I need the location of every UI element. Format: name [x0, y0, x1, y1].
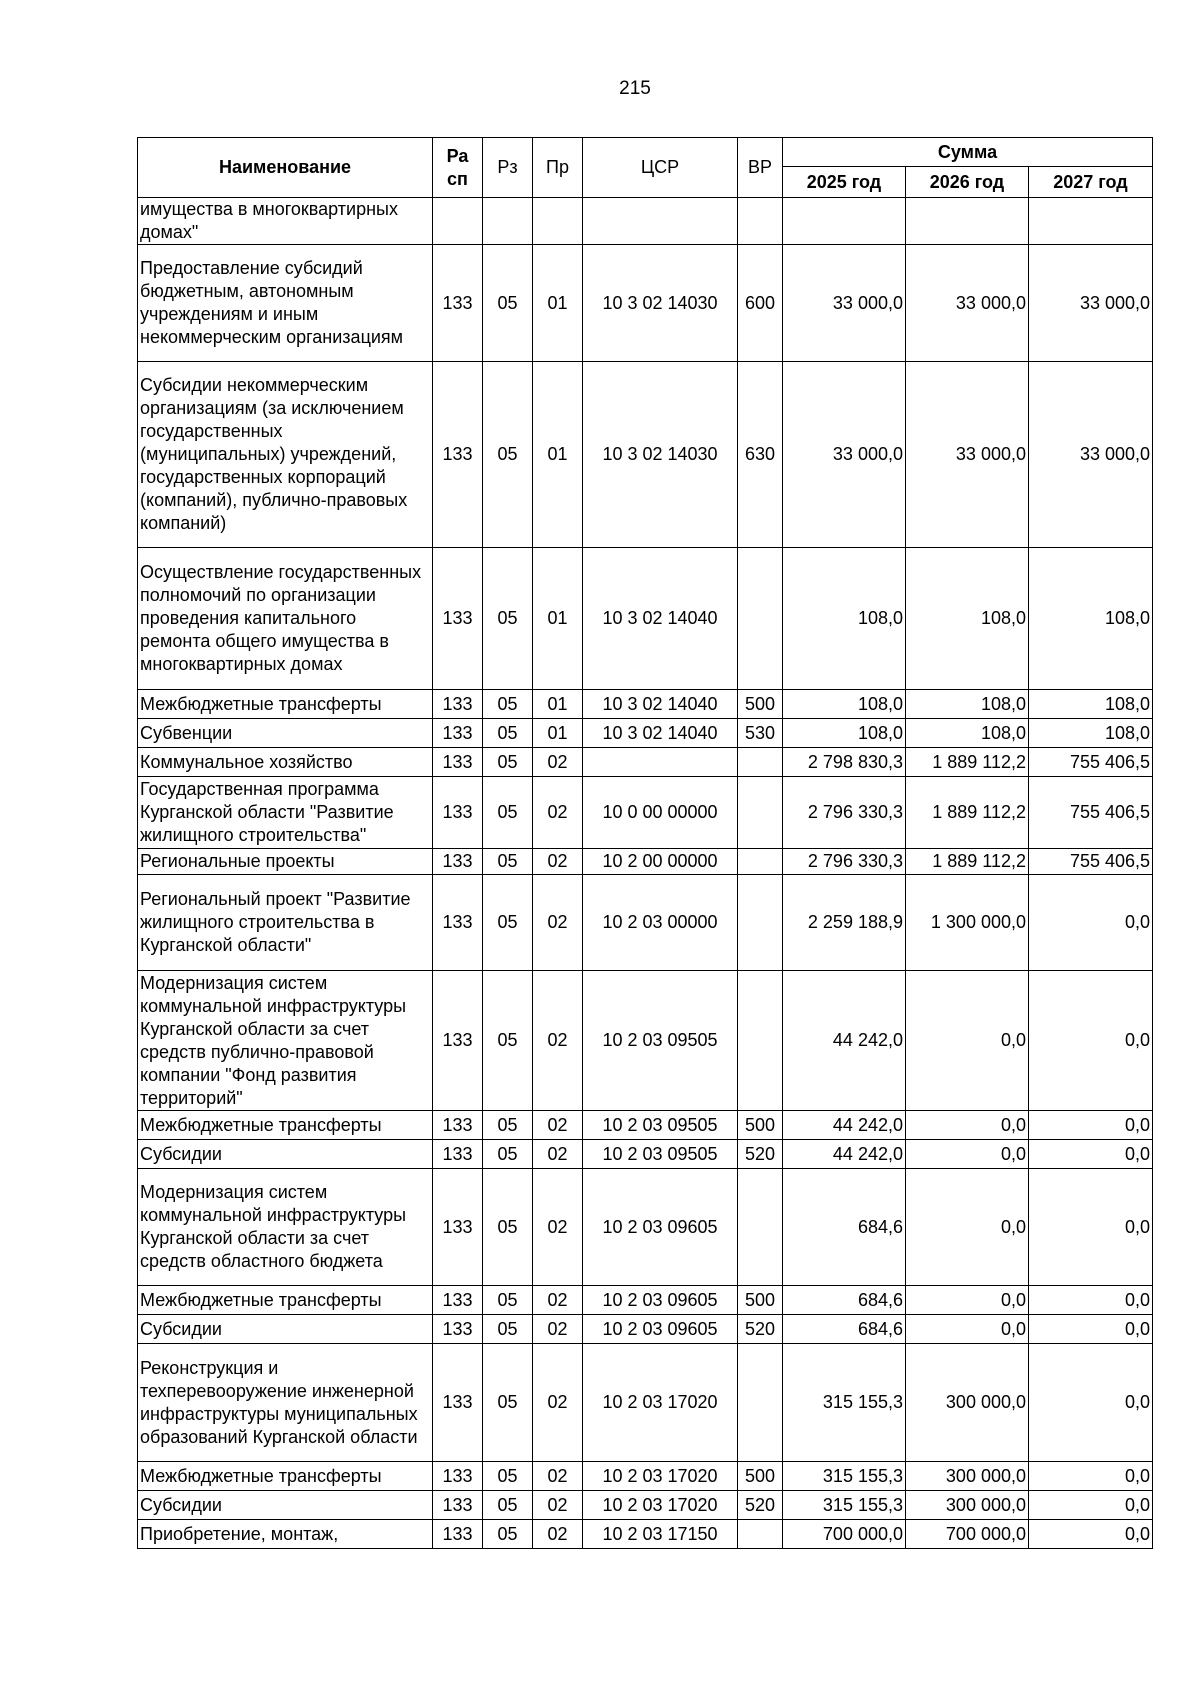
- cell-rasp: 133: [433, 971, 483, 1111]
- cell-sum-2025: 2 798 830,3: [783, 748, 906, 777]
- cell-csr: [583, 748, 738, 777]
- table-row: [138, 1169, 1153, 1286]
- cell-rz: 05: [483, 1286, 533, 1315]
- table-row: [138, 1111, 1153, 1140]
- cell-name: Субсидии: [138, 1315, 433, 1344]
- cell-pr: 02: [533, 1491, 583, 1520]
- cell-rasp: 133: [433, 1520, 483, 1549]
- cell-pr: 02: [533, 1169, 583, 1286]
- cell-sum-2027: [1029, 198, 1153, 245]
- cell-csr: 10 2 03 09605: [583, 1169, 738, 1286]
- cell-sum-2026: 1 889 112,2: [906, 748, 1029, 777]
- cell-pr: 02: [533, 748, 583, 777]
- cell-name: Предоставление субсидий бюджетным, автономным учреждениям и иным некоммерческим организациям: [138, 245, 433, 362]
- cell-rasp: 133: [433, 1462, 483, 1491]
- cell-csr: 10 2 03 17150: [583, 1520, 738, 1549]
- cell-rasp: 133: [433, 1491, 483, 1520]
- cell-sum-2025: 2 796 330,3: [783, 777, 906, 849]
- cell-rz: 05: [483, 245, 533, 362]
- cell-sum-2025: 33 000,0: [783, 245, 906, 362]
- cell-csr: 10 3 02 14040: [583, 719, 738, 748]
- cell-rasp: 133: [433, 1286, 483, 1315]
- table-row: [138, 1462, 1153, 1491]
- cell-pr: 02: [533, 1344, 583, 1462]
- cell-sum-2027: 0,0: [1029, 875, 1153, 971]
- cell-pr: 01: [533, 548, 583, 690]
- cell-name: Модернизация систем коммунальной инфраструктуры Курганской области за счет средств областного бюджета: [138, 1169, 433, 1286]
- cell-rasp: 133: [433, 245, 483, 362]
- cell-sum-2025: 684,6: [783, 1315, 906, 1344]
- cell-csr: 10 2 03 00000: [583, 875, 738, 971]
- cell-vr: 600: [738, 245, 783, 362]
- cell-sum-2025: 44 242,0: [783, 1140, 906, 1169]
- header-rasp-line1: Ра: [446, 145, 469, 166]
- cell-sum-2025: 2 796 330,3: [783, 849, 906, 875]
- cell-csr: 10 3 02 14040: [583, 690, 738, 719]
- cell-sum-2026: 108,0: [906, 719, 1029, 748]
- table-row: [138, 245, 1153, 362]
- cell-name: Межбюджетные трансферты: [138, 1286, 433, 1315]
- cell-vr: 500: [738, 690, 783, 719]
- table-row: [138, 1315, 1153, 1344]
- cell-sum-2026: 0,0: [906, 1111, 1029, 1140]
- cell-csr: 10 2 03 09505: [583, 1140, 738, 1169]
- table-row: [138, 1344, 1153, 1462]
- cell-pr: 01: [533, 245, 583, 362]
- cell-rz: 05: [483, 1111, 533, 1140]
- cell-rasp: 133: [433, 1315, 483, 1344]
- cell-name: Межбюджетные трансферты: [138, 1462, 433, 1491]
- cell-name: Коммунальное хозяйство: [138, 748, 433, 777]
- cell-vr: 520: [738, 1140, 783, 1169]
- table-row: [138, 1520, 1153, 1549]
- cell-sum-2026: 33 000,0: [906, 245, 1029, 362]
- cell-name: Государственная программа Курганской области "Развитие жилищного строительства": [138, 777, 433, 849]
- cell-name: Региональный проект "Развитие жилищного строительства в Курганской области": [138, 875, 433, 971]
- cell-vr: [738, 1344, 783, 1462]
- cell-sum-2026: 700 000,0: [906, 1520, 1029, 1549]
- header-year-2025: 2025 год: [783, 167, 906, 198]
- cell-rz: 05: [483, 849, 533, 875]
- cell-csr: 10 2 03 09505: [583, 1111, 738, 1140]
- cell-sum-2025: [783, 198, 906, 245]
- cell-sum-2025: 315 155,3: [783, 1344, 906, 1462]
- table-row: [138, 777, 1153, 849]
- cell-rz: 05: [483, 1315, 533, 1344]
- cell-name: Региональные проекты: [138, 849, 433, 875]
- cell-rasp: 133: [433, 777, 483, 849]
- cell-pr: 02: [533, 849, 583, 875]
- header-rasp: [433, 138, 483, 198]
- cell-vr: [738, 849, 783, 875]
- cell-sum-2027: 0,0: [1029, 1344, 1153, 1462]
- cell-vr: [738, 1520, 783, 1549]
- table-header: [138, 138, 1153, 198]
- cell-rasp: 133: [433, 875, 483, 971]
- cell-pr: 02: [533, 971, 583, 1111]
- header-vr: ВР: [738, 138, 783, 198]
- cell-csr: 10 3 02 14040: [583, 548, 738, 690]
- cell-vr: [738, 198, 783, 245]
- budget-table: [137, 137, 1153, 1549]
- cell-sum-2026: 108,0: [906, 690, 1029, 719]
- cell-sum-2025: 684,6: [783, 1286, 906, 1315]
- cell-name: Субсидии: [138, 1491, 433, 1520]
- cell-sum-2027: 755 406,5: [1029, 849, 1153, 875]
- page-number: 215: [619, 78, 651, 99]
- cell-sum-2027: 108,0: [1029, 548, 1153, 690]
- table-row: [138, 971, 1153, 1111]
- cell-vr: 500: [738, 1111, 783, 1140]
- cell-csr: 10 3 02 14030: [583, 245, 738, 362]
- cell-rasp: 133: [433, 719, 483, 748]
- header-year-2027: 2027 год: [1029, 167, 1153, 198]
- cell-rz: 05: [483, 1491, 533, 1520]
- cell-csr: 10 2 03 17020: [583, 1491, 738, 1520]
- table-row: [138, 849, 1153, 875]
- cell-rasp: 133: [433, 748, 483, 777]
- cell-sum-2026: 0,0: [906, 1315, 1029, 1344]
- table-row: [138, 1286, 1153, 1315]
- cell-vr: 520: [738, 1315, 783, 1344]
- cell-pr: 02: [533, 1462, 583, 1491]
- cell-sum-2025: 2 259 188,9: [783, 875, 906, 971]
- cell-csr: 10 2 03 09505: [583, 971, 738, 1111]
- cell-vr: [738, 875, 783, 971]
- cell-sum-2026: 1 889 112,2: [906, 849, 1029, 875]
- cell-sum-2026: 0,0: [906, 1140, 1029, 1169]
- cell-rasp: 133: [433, 1169, 483, 1286]
- table-row: [138, 719, 1153, 748]
- cell-pr: 02: [533, 875, 583, 971]
- table-row: [138, 362, 1153, 548]
- cell-sum-2025: 108,0: [783, 719, 906, 748]
- cell-sum-2026: 300 000,0: [906, 1462, 1029, 1491]
- cell-sum-2025: 684,6: [783, 1169, 906, 1286]
- cell-name: Субсидии: [138, 1140, 433, 1169]
- cell-sum-2027: 108,0: [1029, 719, 1153, 748]
- cell-csr: [583, 198, 738, 245]
- cell-vr: [738, 548, 783, 690]
- cell-name: Реконструкция и техперевооружение инженерной инфраструктуры муниципальных образований Курганской области: [138, 1344, 433, 1462]
- cell-sum-2027: 33 000,0: [1029, 362, 1153, 548]
- table-row: [138, 1491, 1153, 1520]
- cell-pr: 01: [533, 719, 583, 748]
- cell-csr: 10 2 03 09605: [583, 1286, 738, 1315]
- cell-vr: 630: [738, 362, 783, 548]
- header-rasp-line2: сп: [447, 168, 468, 189]
- table-row: [138, 875, 1153, 971]
- cell-sum-2026: 300 000,0: [906, 1344, 1029, 1462]
- cell-sum-2025: 108,0: [783, 690, 906, 719]
- cell-vr: 500: [738, 1462, 783, 1491]
- cell-rz: 05: [483, 1344, 533, 1462]
- cell-sum-2027: 0,0: [1029, 1491, 1153, 1520]
- header-rz: Рз: [483, 138, 533, 198]
- cell-rz: 05: [483, 1462, 533, 1491]
- cell-name: имущества в многоквартирных домах": [138, 198, 433, 245]
- cell-sum-2025: 44 242,0: [783, 1111, 906, 1140]
- cell-sum-2025: 700 000,0: [783, 1520, 906, 1549]
- cell-rasp: [433, 198, 483, 245]
- cell-sum-2027: 0,0: [1029, 1315, 1153, 1344]
- cell-rz: 05: [483, 719, 533, 748]
- cell-vr: 530: [738, 719, 783, 748]
- table-row: [138, 548, 1153, 690]
- cell-name: Субсидии некоммерческим организациям (за исключением государственных (муниципальных) учреждений, государственных корпораций (компаний), публично-правовых компаний): [138, 362, 433, 548]
- header-year-2026: 2026 год: [906, 167, 1029, 198]
- cell-rz: 05: [483, 748, 533, 777]
- cell-rasp: 133: [433, 1140, 483, 1169]
- cell-name: Межбюджетные трансферты: [138, 1111, 433, 1140]
- cell-rasp: 133: [433, 690, 483, 719]
- cell-rz: [483, 198, 533, 245]
- cell-rz: 05: [483, 875, 533, 971]
- cell-csr: 10 2 00 00000: [583, 849, 738, 875]
- cell-vr: 520: [738, 1491, 783, 1520]
- cell-rasp: 133: [433, 1111, 483, 1140]
- cell-csr: 10 2 03 09605: [583, 1315, 738, 1344]
- cell-sum-2027: 0,0: [1029, 1462, 1153, 1491]
- cell-sum-2026: 33 000,0: [906, 362, 1029, 548]
- cell-sum-2027: 0,0: [1029, 1520, 1153, 1549]
- cell-rasp: 133: [433, 548, 483, 690]
- cell-vr: [738, 748, 783, 777]
- cell-pr: 01: [533, 362, 583, 548]
- cell-vr: 500: [738, 1286, 783, 1315]
- cell-rz: 05: [483, 1169, 533, 1286]
- cell-sum-2026: 300 000,0: [906, 1491, 1029, 1520]
- cell-rasp: 133: [433, 849, 483, 875]
- cell-sum-2027: 0,0: [1029, 1140, 1153, 1169]
- header-pr: Пр: [533, 138, 583, 198]
- cell-sum-2025: 315 155,3: [783, 1462, 906, 1491]
- cell-csr: 10 0 00 00000: [583, 777, 738, 849]
- cell-sum-2027: 0,0: [1029, 971, 1153, 1111]
- cell-vr: [738, 971, 783, 1111]
- cell-sum-2027: 0,0: [1029, 1169, 1153, 1286]
- cell-pr: [533, 198, 583, 245]
- cell-csr: 10 2 03 17020: [583, 1344, 738, 1462]
- cell-sum-2027: 33 000,0: [1029, 245, 1153, 362]
- cell-vr: [738, 1169, 783, 1286]
- cell-rz: 05: [483, 1520, 533, 1549]
- cell-name: Осуществление государственных полномочий по организации проведения капитального ремонта общего имущества в многоквартирных домах: [138, 548, 433, 690]
- cell-sum-2025: 44 242,0: [783, 971, 906, 1111]
- cell-sum-2025: 315 155,3: [783, 1491, 906, 1520]
- cell-rz: 05: [483, 1140, 533, 1169]
- cell-rz: 05: [483, 548, 533, 690]
- cell-sum-2027: 0,0: [1029, 1111, 1153, 1140]
- cell-pr: 02: [533, 1286, 583, 1315]
- cell-rasp: 133: [433, 1344, 483, 1462]
- table-row: [138, 748, 1153, 777]
- cell-sum-2027: 108,0: [1029, 690, 1153, 719]
- cell-rz: 05: [483, 690, 533, 719]
- cell-sum-2026: 108,0: [906, 548, 1029, 690]
- cell-sum-2027: 755 406,5: [1029, 748, 1153, 777]
- cell-pr: 01: [533, 690, 583, 719]
- cell-name: Модернизация систем коммунальной инфраструктуры Курганской области за счет средств публично-правовой компании "Фонд развития территорий": [138, 971, 433, 1111]
- cell-pr: 02: [533, 1111, 583, 1140]
- cell-name: Субвенции: [138, 719, 433, 748]
- cell-sum-2026: [906, 198, 1029, 245]
- header-name: Наименование: [138, 138, 433, 198]
- cell-sum-2026: 0,0: [906, 1169, 1029, 1286]
- cell-rz: 05: [483, 971, 533, 1111]
- table-row: [138, 198, 1153, 245]
- cell-rasp: 133: [433, 362, 483, 548]
- cell-sum-2027: 755 406,5: [1029, 777, 1153, 849]
- cell-rz: 05: [483, 362, 533, 548]
- cell-sum-2025: 108,0: [783, 548, 906, 690]
- cell-sum-2026: 1 889 112,2: [906, 777, 1029, 849]
- cell-sum-2026: 0,0: [906, 971, 1029, 1111]
- cell-sum-2025: 33 000,0: [783, 362, 906, 548]
- cell-csr: 10 2 03 17020: [583, 1462, 738, 1491]
- cell-pr: 02: [533, 1315, 583, 1344]
- table-row: [138, 690, 1153, 719]
- cell-sum-2026: 1 300 000,0: [906, 875, 1029, 971]
- cell-sum-2027: 0,0: [1029, 1286, 1153, 1315]
- cell-sum-2026: 0,0: [906, 1286, 1029, 1315]
- cell-rz: 05: [483, 777, 533, 849]
- header-csr: ЦСР: [583, 138, 738, 198]
- cell-pr: 02: [533, 1520, 583, 1549]
- cell-name: Межбюджетные трансферты: [138, 690, 433, 719]
- cell-vr: [738, 777, 783, 849]
- table-body: [138, 198, 1153, 1549]
- cell-name: Приобретение, монтаж,: [138, 1520, 433, 1549]
- cell-csr: 10 3 02 14030: [583, 362, 738, 548]
- cell-pr: 02: [533, 777, 583, 849]
- table-row: [138, 1140, 1153, 1169]
- cell-pr: 02: [533, 1140, 583, 1169]
- header-sum: Сумма: [783, 138, 1153, 167]
